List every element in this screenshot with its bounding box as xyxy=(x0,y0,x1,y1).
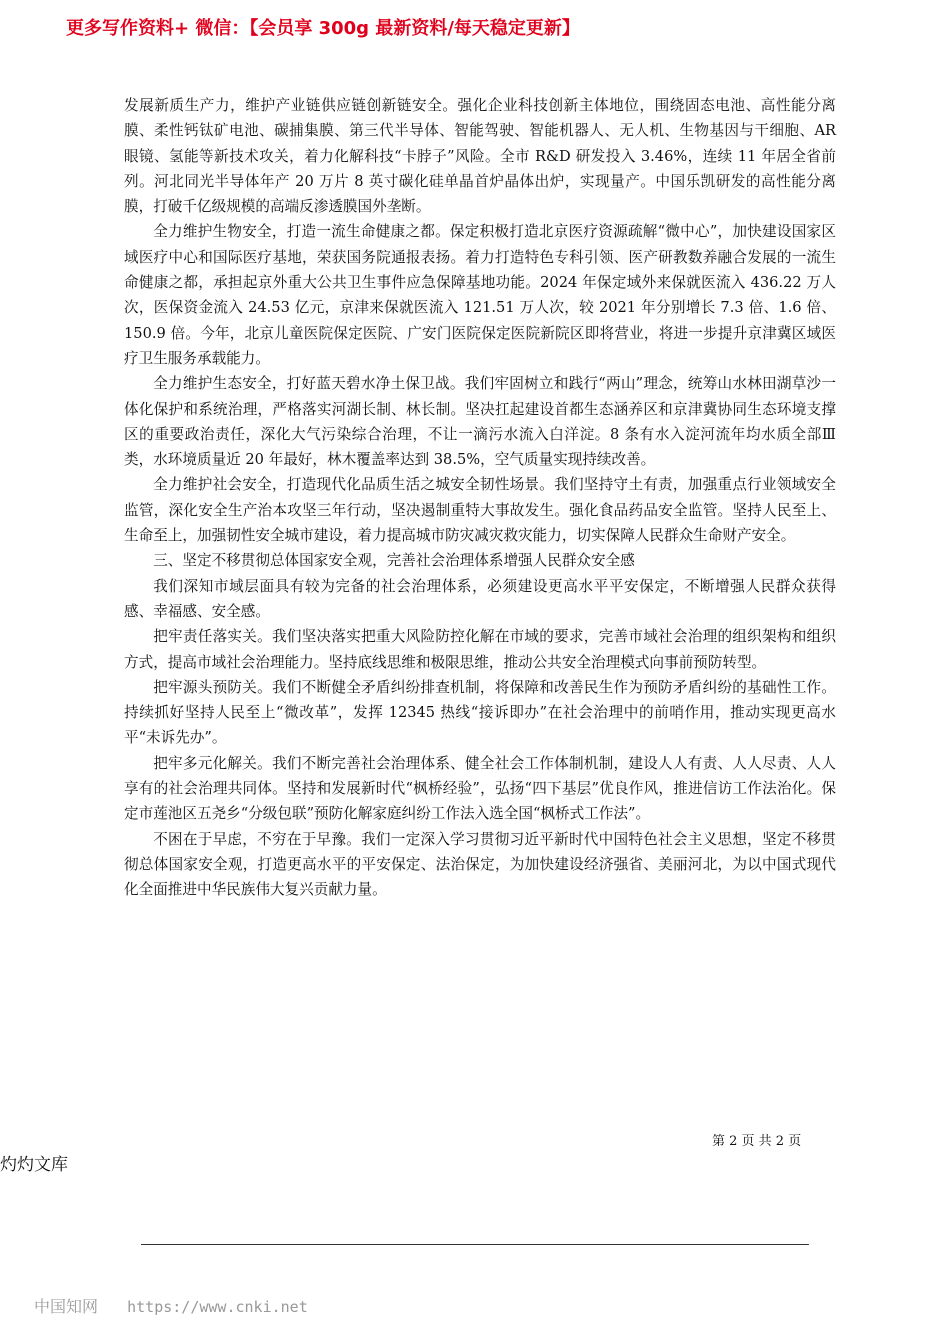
paragraph: 全力维护社会安全，打造现代化品质生活之城安全韧性场景。我们坚持守土有责，加强重点行业领域安全监管，深化安全生产治本攻坚三年行动，坚决遏制重特大事故发生。强化食品药品安全监管。坚持人民至上、生命至上，加强韧性安全城市建设，着力提高城市防灾减灾救灾能力，切实保障人民群众生命财产安全。 xyxy=(124,476,836,545)
paragraph: 全力维护生态安全，打好蓝天碧水净土保卫战。我们牢固树立和践行“两山”理念，统筹山水林田湖草沙一体化保护和系统治理，严格落实河湖长制、林长制。坚决扛起建设首都生态涵养区和京津冀协同生态环境支撑区的重要政治责任，深化大气污染综合治理，不让一滴污水流入白洋淀。8 条有水入淀河流年均水质全部Ⅲ类，水环境质量近 20 年最好，林木覆盖率达到 38.5%，空气质量实现持续改善。 xyxy=(124,375,836,469)
paragraph: 不困在于早虑，不穷在于早豫。我们一定深入学习贯彻习近平新时代中国特色社会主义思想，坚定不移贯彻总体国家安全观，打造更高水平的平安保定、法治保定，为加快建设经济强省、美丽河北，为以中国式现代化全面推进中华民族伟大复兴贡献力量。 xyxy=(124,830,836,899)
footer-source: 中国知网 xyxy=(34,1297,99,1316)
footer-divider xyxy=(141,1244,809,1245)
section-heading: 三、坚定不移贯彻总体国家安全观，完善社会治理体系增强人民群众安全感 xyxy=(153,552,635,570)
paragraph: 把牢多元化解关。我们不断完善社会治理体系、健全社会工作体制机制，建设人人有责、人人尽责、人人享有的社会治理共同体。坚持和发展新时代“枫桥经验”，弘扬“四下基层”优良作风，推进信访工作法治化。保定市莲池区五尧乡“分级包联”预防化解家庭纠纷工作法入选全国“枫桥式工作法”。 xyxy=(124,754,836,823)
promo-banner: 更多写作资料+ 微信：【会员享 300g 最新资料/每天稳定更新】 xyxy=(66,18,580,39)
paragraph: 我们深知市域层面具有较为完备的社会治理体系，必须建设更高水平平安保定，不断增强人民群众获得感、幸福感、安全感。 xyxy=(124,577,836,620)
paragraph: 把牢源头预防关。我们不断健全矛盾纠纷排查机制，将保障和改善民生作为预防矛盾纠纷的基础性工作。持续抓好坚持人民至上“微改革”，发挥 12345 热线“接诉即办”在社会治理中的前哨作用，推动实现更高水平“未诉先办”。 xyxy=(124,678,836,747)
paragraph: 全力维护生物安全，打造一流生命健康之都。保定积极打造北京医疗资源疏解“微中心”，加快建设国家区域医疗中心和国际医疗基地，荣获国务院通报表扬。着力打造特色专科引领、医产研教数养融合发展的一流生命健康之都，承担起京外重大公共卫生事件应急保障基地功能。2024 年保定域外来保就医流入 436.22 万人次，医保资金流入 24.53 亿元，京津来保就医流入 121.51 万人次，较 2021 年分别增长 7.3 倍、1.6 倍、150.9 倍。今年，北京儿童医院保定医院、广安门医院保定医院新院区即将营业，将进一步提升京津冀区域医疗卫生服务承载能力。 xyxy=(124,223,836,367)
brand-watermark: 灼灼文库 xyxy=(0,1155,68,1175)
paragraph: 发展新质生产力，维护产业链供应链创新链安全。强化企业科技创新主体地位，围绕固态电池、高性能分离膜、柔性钙钛矿电池、碳捕集膜、第三代半导体、智能驾驶、智能机器人、无人机、生物基因与干细胞、AR 眼镜、氢能等新技术攻关，着力化解科技“卡脖子”风险。全市 R&D 研发投入 3.46%，连续 11 年居全省前列。河北同光半导体年产 20 万片 8 英寸碳化硅单晶首炉晶体出炉，实现量产。中国乐凯研发的高性能分离膜，打破千亿级规模的高端反渗透膜国外垄断。 xyxy=(124,97,836,216)
footer-url[interactable]: https://www.cnki.net xyxy=(127,1298,308,1316)
page-number: 第 2 页 共 2 页 xyxy=(712,1134,802,1149)
document-body xyxy=(124,93,836,903)
footer xyxy=(34,1294,308,1317)
paragraph: 把牢责任落实关。我们坚决落实把重大风险防控化解在市域的要求，完善市域社会治理的组织架构和组织方式，提高市域社会治理能力。坚持底线思维和极限思维，推动公共安全治理模式向事前预防转型。 xyxy=(124,628,836,671)
